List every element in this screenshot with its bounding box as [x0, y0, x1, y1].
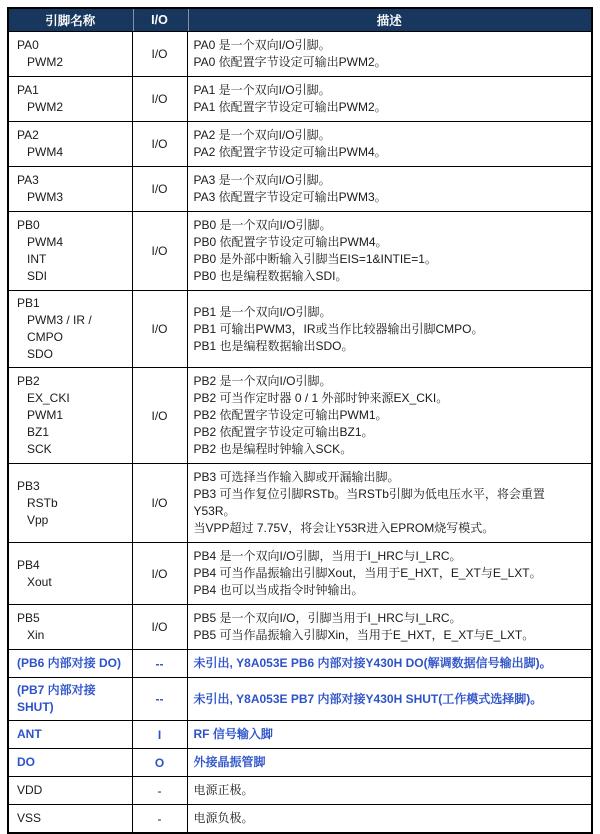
pin-desc-line: PB1 也是编程数据输出SDO。 [193, 338, 354, 353]
pin-name-cell [8, 605, 132, 650]
pin-desc-line: PA1 是一个双向I/O引脚。 [193, 83, 331, 97]
pin-desc-cell [187, 650, 592, 678]
pin-desc-line: PB4 是一个双向I/O引脚，当用于I_HRC与I_LRC。 [193, 549, 462, 563]
pin-desc-line: PA2 是一个双向I/O引脚。 [193, 128, 331, 142]
pin-desc-cell [187, 464, 592, 543]
pin-io-cell: I/O [132, 77, 187, 122]
pin-desc-cell [187, 32, 592, 77]
table-row [8, 77, 592, 122]
pin-desc-line: PB2 可当作定时器 0 / 1 外部时钟来源EX_CKI。 [193, 391, 449, 405]
pin-subname: BZ1 [27, 425, 50, 439]
table-row [8, 721, 592, 749]
pin-io-cell: I/O [132, 291, 187, 368]
table-row [8, 368, 592, 464]
pin-desc-line: PA0 依配置字节设定可输出PWM2。 [193, 55, 387, 69]
pin-name: PB1 [17, 296, 40, 310]
pin-desc-cell [187, 167, 592, 212]
pin-description-table [7, 7, 593, 834]
pin-name: VDD [17, 783, 43, 797]
pin-desc-cell [187, 368, 592, 464]
pin-name: PA0 [17, 38, 39, 52]
pin-name: PB3 [17, 478, 40, 493]
pin-io-cell: - [132, 777, 187, 805]
table-row [8, 805, 592, 834]
pin-desc-line: RF 信号输入脚 [193, 727, 273, 741]
pin-io-cell: I/O [132, 212, 187, 291]
pin-desc-line: PA3 是一个双向I/O引脚。 [193, 173, 331, 187]
table-header-row [8, 8, 592, 32]
pin-io-cell: I/O [132, 122, 187, 167]
pin-subname: Xout [27, 574, 52, 589]
pin-io-cell: I/O [132, 543, 187, 605]
pin-subname: SDI [27, 269, 48, 283]
pin-name: ANT [17, 727, 42, 741]
pin-desc-line: PB2 也是编程时钟输入SCK。 [193, 442, 353, 456]
pin-name-cell [8, 650, 132, 678]
pin-desc-line: 未引出, Y8A053E PB6 内部对接Y430H DO(解调数据信号输出脚)。 [193, 656, 552, 670]
pin-name: DO [17, 755, 35, 769]
pin-desc-line: 电源负极。 [193, 811, 254, 825]
pin-desc-line: 未引出, Y8A053E PB7 内部对接Y430H SHUT(工作模式选择脚)。 [193, 691, 543, 706]
table-row [8, 212, 592, 291]
pin-desc-line: PB5 可当作晶振输入引脚Xin，当用于E_HXT，E_XT与E_LXT。 [193, 628, 535, 642]
pin-subname: PWM3 [27, 190, 63, 204]
pin-subname: PWM1 [27, 408, 63, 422]
pin-desc-line: PA0 是一个双向I/O引脚。 [193, 38, 331, 52]
pin-subname: PWM2 [27, 55, 63, 69]
table-row [8, 777, 592, 805]
table-row [8, 122, 592, 167]
pin-name-cell [8, 543, 132, 605]
pin-name: PB0 [17, 218, 40, 232]
pin-io-cell: O [132, 749, 187, 777]
pin-subname: PWM3 / IR / CMPO [27, 313, 92, 344]
pin-subname: Vpp [27, 512, 49, 527]
pin-subname: PWM2 [27, 100, 63, 114]
pin-io-cell: I/O [132, 605, 187, 650]
pin-subname: RSTb [27, 495, 58, 510]
table-row [8, 32, 592, 77]
pin-name-cell [8, 678, 132, 721]
pin-name-cell [8, 77, 132, 122]
pin-desc-line: 电源正极。 [193, 783, 254, 797]
pin-name: PB4 [17, 557, 40, 572]
pin-io-cell: I/O [132, 464, 187, 543]
pin-desc-cell [187, 605, 592, 650]
table-row [8, 678, 592, 721]
pin-io-cell: -- [132, 650, 187, 678]
pin-name: PA2 [17, 128, 39, 142]
pin-desc-line: PA3 依配置字节设定可输出PWM3。 [193, 190, 387, 204]
table-body [8, 32, 592, 834]
pin-io-cell: I/O [132, 32, 187, 77]
pin-desc-cell [187, 77, 592, 122]
table-row [8, 291, 592, 368]
pin-desc-line: PA2 依配置字节设定可输出PWM4。 [193, 145, 387, 159]
pin-desc-line: PB3 可选择当作输入脚或开漏输出脚。 [193, 470, 400, 484]
pin-name-cell [8, 777, 132, 805]
pin-desc-cell [187, 721, 592, 749]
pin-name: (PB7 内部对接 SHUT) [17, 683, 96, 714]
pin-desc-cell [187, 543, 592, 605]
pin-desc-line: PB0 是一个双向I/O引脚。 [193, 218, 332, 232]
pin-name-cell [8, 721, 132, 749]
pin-name: PB5 [17, 611, 40, 625]
table-row [8, 464, 592, 543]
pin-desc-line: PB0 也是编程数据输入SDI。 [193, 269, 348, 283]
pin-subname: SCK [27, 442, 52, 456]
pin-desc-cell [187, 212, 592, 291]
table-row [8, 605, 592, 650]
pin-io-cell: I [132, 721, 187, 749]
pin-name: VSS [17, 811, 42, 825]
pin-io-cell: -- [132, 678, 187, 721]
pin-desc-line: 当VPP超过 7.75V，将会让Y53R进入EPROM烧写模式。 [193, 521, 495, 535]
pin-desc-line: PB2 依配置字节设定可输出PWM1。 [193, 408, 388, 422]
pin-subname: EX_CKI [27, 391, 70, 405]
pin-desc-line: PB2 是一个双向I/O引脚。 [193, 374, 332, 388]
pin-name-cell [8, 368, 132, 464]
pin-desc-line: PB3 可当作复位引脚RSTb。当RSTb引脚为低电压水平，将会重置Y53R。 [193, 487, 545, 518]
pin-desc-line: PB2 依配置字节设定可输出BZ1。 [193, 425, 374, 439]
pin-desc-line: PB4 也可以当成指令时钟输出。 [193, 583, 364, 597]
pin-subname: PWM4 [27, 145, 63, 159]
table-row [8, 650, 592, 678]
pin-desc-cell [187, 122, 592, 167]
pin-name-cell [8, 805, 132, 834]
pin-name-cell [8, 32, 132, 77]
pin-desc-line: PB1 可输出PWM3，IR或当作比较器输出引脚CMPO。 [193, 321, 484, 336]
pin-desc-line: 外接晶振管脚 [193, 755, 266, 769]
table-row [8, 167, 592, 212]
column-header-pin-name: 引脚名称 [8, 8, 132, 32]
pin-name-cell [8, 122, 132, 167]
pin-desc-line: PB1 是一个双向I/O引脚。 [193, 304, 332, 319]
pin-io-cell: I/O [132, 167, 187, 212]
pin-name: (PB6 内部对接 DO) [17, 656, 122, 670]
pin-subname: INT [27, 252, 47, 266]
pin-name-cell [8, 167, 132, 212]
pin-desc-line: PA1 依配置字节设定可输出PWM2。 [193, 100, 387, 114]
pin-desc-line: PB4 可当作晶振输出引脚Xout，当用于E_HXT，E_XT与E_LXT。 [193, 566, 542, 580]
pin-subname: Xin [27, 628, 45, 642]
column-header-description: 描述 [187, 8, 592, 32]
pin-subname: SDO [27, 347, 54, 361]
pin-desc-cell [187, 777, 592, 805]
pin-subname: PWM4 [27, 235, 63, 249]
pin-name: PB2 [17, 374, 40, 388]
table-row [8, 543, 592, 605]
pin-desc-line: PB0 是外部中断输入引脚当EIS=1&INTIE=1。 [193, 252, 437, 266]
pin-name-cell [8, 464, 132, 543]
pin-desc-line: PB5 是一个双向I/O，引脚当用于I_HRC与I_LRC。 [193, 611, 462, 625]
pin-io-cell: - [132, 805, 187, 834]
pin-name: PA1 [17, 83, 39, 97]
pin-name: PA3 [17, 173, 39, 187]
pin-desc-line: PB0 依配置字节设定可输出PWM4。 [193, 235, 388, 249]
pin-desc-cell [187, 291, 592, 368]
pin-desc-cell [187, 678, 592, 721]
pin-name-cell [8, 291, 132, 368]
pin-name-cell [8, 212, 132, 291]
pin-desc-cell [187, 805, 592, 834]
column-header-io: I/O [132, 8, 187, 32]
pin-io-cell: I/O [132, 368, 187, 464]
